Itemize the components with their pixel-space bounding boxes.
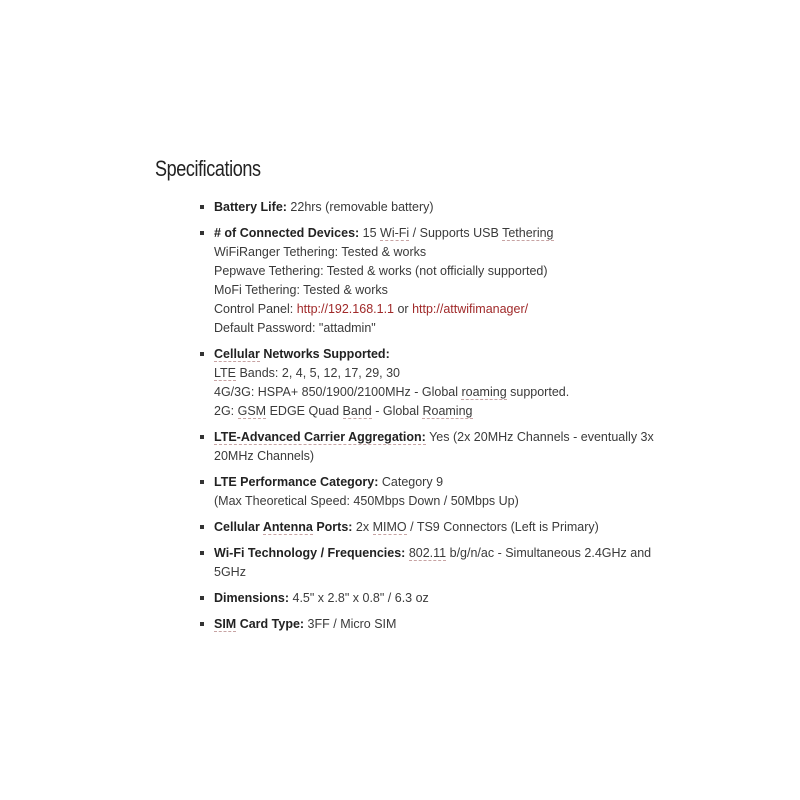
tethering-term-link[interactable]: Tethering xyxy=(502,226,554,240)
antenna-term-link[interactable]: Antenna xyxy=(262,520,313,534)
sim-label: Card Type: xyxy=(236,617,305,631)
antenna-label-c: Ports: xyxy=(312,520,353,534)
mofi-line: MoFi Tethering: Tested & works xyxy=(214,283,388,297)
pepwave-line: Pepwave Tethering: Tested & works (not officially supported) xyxy=(214,264,548,278)
battery-label: Battery Life: xyxy=(214,200,287,214)
g2-mid: EDGE Quad xyxy=(266,404,343,418)
list-item-lte-category xyxy=(196,473,656,511)
ltecat-label: LTE Performance Category: xyxy=(214,475,379,489)
wifitech-label: Wi-Fi Technology / Frequencies: xyxy=(214,546,406,560)
antenna-pre: 2x xyxy=(352,520,373,534)
band-term-link[interactable]: Band xyxy=(342,404,372,418)
lteca-value: Yes (2x 20MHz Channels - eventually 3x xyxy=(425,430,654,444)
wifitech-line2: 5GHz xyxy=(214,565,246,579)
page-title: Specifications xyxy=(155,156,261,181)
roaming-term-link[interactable]: roaming xyxy=(461,385,507,399)
control-panel-ip-link[interactable]: http://192.168.1.1 xyxy=(296,302,394,316)
lte-term-link[interactable]: LTE xyxy=(214,366,236,380)
list-item-antenna xyxy=(196,518,656,537)
control-panel-label: Control Panel: xyxy=(214,302,297,316)
list-item-lte-ca xyxy=(196,428,656,466)
list-item-devices xyxy=(196,224,656,338)
devices-label: # of Connected Devices: xyxy=(214,226,360,240)
devices-mid: / Supports USB xyxy=(409,226,503,240)
sim-term-link[interactable]: SIM xyxy=(214,617,237,631)
cellular-term-link[interactable]: Cellular xyxy=(214,347,260,361)
list-item-cellular xyxy=(196,345,656,421)
antenna-label-a: Cellular xyxy=(214,520,263,534)
control-panel-or: or xyxy=(394,302,413,316)
lteca-term-link[interactable]: LTE-Advanced Carrier Aggregation: xyxy=(214,430,426,444)
list-item-battery xyxy=(196,198,656,217)
g3-post: supported. xyxy=(506,385,570,399)
default-password-line: Default Password: "attadmin" xyxy=(214,321,376,335)
cellular-label: Networks Supported: xyxy=(259,347,390,361)
dimensions-label: Dimensions: xyxy=(214,591,290,605)
g2-prefix: 2G: xyxy=(214,404,238,418)
gsm-term-link[interactable]: GSM xyxy=(237,404,267,418)
wifiranger-line: WiFiRanger Tethering: Tested & works xyxy=(214,245,427,259)
list-item-dimensions xyxy=(196,589,656,608)
ltecat-value-line2: (Max Theoretical Speed: 450Mbps Down / 50Mbps Up) xyxy=(214,494,519,508)
list-item-wifi-tech xyxy=(196,544,656,582)
lteca-value-line2: 20MHz Channels) xyxy=(214,449,315,463)
dimensions-value: 4.5" x 2.8" x 0.8" / 6.3 oz xyxy=(289,591,429,605)
ltecat-value: Category 9 xyxy=(378,475,444,489)
spec-list xyxy=(196,198,656,641)
antenna-post: / TS9 Connectors (Left is Primary) xyxy=(406,520,599,534)
g2-mid2: - Global xyxy=(371,404,423,418)
g3-text: 4G/3G: HSPA+ 850/1900/2100MHz - Global xyxy=(214,385,462,399)
std-term-link[interactable]: 802.11 xyxy=(408,546,447,560)
devices-pre: 15 xyxy=(359,226,381,240)
control-panel-host-link[interactable]: http://attwifimanager/ xyxy=(412,302,529,316)
list-item-sim xyxy=(196,615,656,634)
mimo-term-link[interactable]: MIMO xyxy=(372,520,407,534)
lte-bands: Bands: 2, 4, 5, 12, 17, 29, 30 xyxy=(236,366,401,380)
roaming2-term-link[interactable]: Roaming xyxy=(422,404,473,418)
sim-value: 3FF / Micro SIM xyxy=(304,617,397,631)
wifi-term-link[interactable]: Wi-Fi xyxy=(380,226,410,240)
battery-value: 22hrs (removable battery) xyxy=(286,200,434,214)
wifitech-post: b/g/n/ac - Simultaneous 2.4GHz and xyxy=(446,546,652,560)
